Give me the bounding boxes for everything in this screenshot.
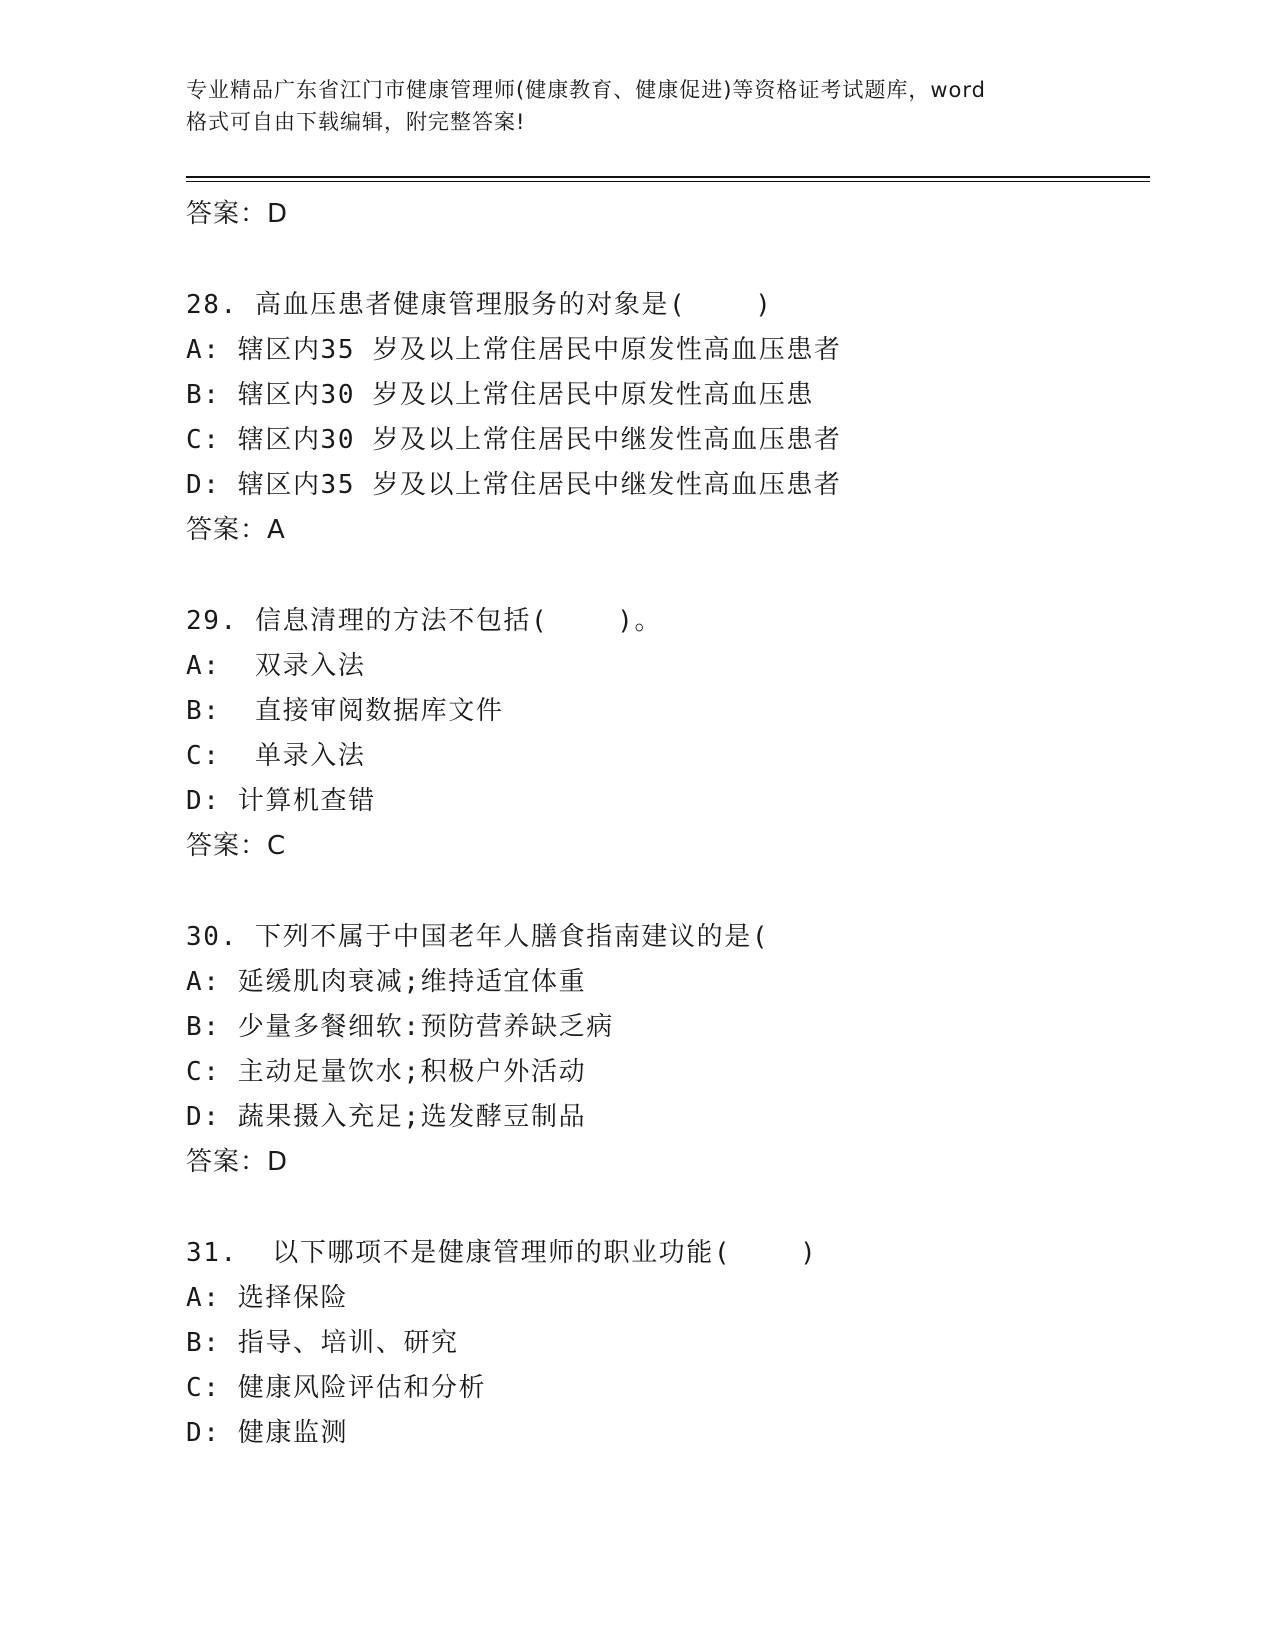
answer: 答案：A [186, 515, 286, 545]
header-rule-thick [186, 176, 1150, 178]
option-c: C: 健康风险评估和分析 [186, 1373, 487, 1403]
option-a: A: 双录入法 [186, 651, 366, 681]
option-d: D: 健康监测 [186, 1418, 349, 1448]
option-c: C: 单录入法 [186, 741, 366, 771]
answer: 答案：C [186, 831, 287, 861]
option-b: B: 指导、培训、研究 [186, 1328, 459, 1358]
option-d: D: 辖区内35 岁及以上常住居民中继发性高血压患者 [186, 470, 842, 500]
question-stem: 28. 高血压患者健康管理服务的对象是( ) [186, 290, 773, 320]
option-b: B: 少量多餐细软:预防营养缺乏病 [186, 1012, 614, 1042]
question-stem: 31. 以下哪项不是健康管理师的职业功能( ) [186, 1238, 818, 1268]
answer: 答案：D [186, 1147, 289, 1177]
option-a: A: 辖区内35 岁及以上常住居民中原发性高血压患者 [186, 335, 842, 365]
header-line-2: 格式可自由下载编辑，附完整答案! [186, 110, 526, 134]
option-a: A: 选择保险 [186, 1283, 349, 1313]
question-28 [186, 283, 1146, 553]
option-d: D: 蔬果摄入充足;选发酵豆制品 [186, 1102, 587, 1132]
question-list [186, 192, 1146, 1456]
option-c: C: 辖区内30 岁及以上常住居民中继发性高血压患者 [186, 425, 842, 455]
question-stem: 29. 信息清理的方法不包括( )。 [186, 606, 663, 636]
question-31 [186, 1231, 1146, 1456]
option-b: B: 直接审阅数据库文件 [186, 696, 504, 726]
question-30 [186, 915, 1146, 1185]
question-29 [186, 599, 1146, 869]
option-b: B: 辖区内30 岁及以上常住居民中原发性高血压患 [186, 380, 814, 410]
header-line-1: 专业精品广东省江门市健康管理师(健康教育、健康促进)等资格证考试题库，word [186, 78, 987, 102]
question-stem: 30. 下列不属于中国老年人膳食指南建议的是( [186, 922, 770, 952]
option-c: C: 主动足量饮水;积极户外活动 [186, 1057, 587, 1087]
option-a: A: 延缓肌肉衰减;维持适宜体重 [186, 967, 587, 997]
document-header [186, 74, 1086, 138]
header-rule-thin [186, 181, 1150, 182]
previous-answer: 答案：D [186, 199, 289, 229]
option-d: D: 计算机查错 [186, 786, 376, 816]
